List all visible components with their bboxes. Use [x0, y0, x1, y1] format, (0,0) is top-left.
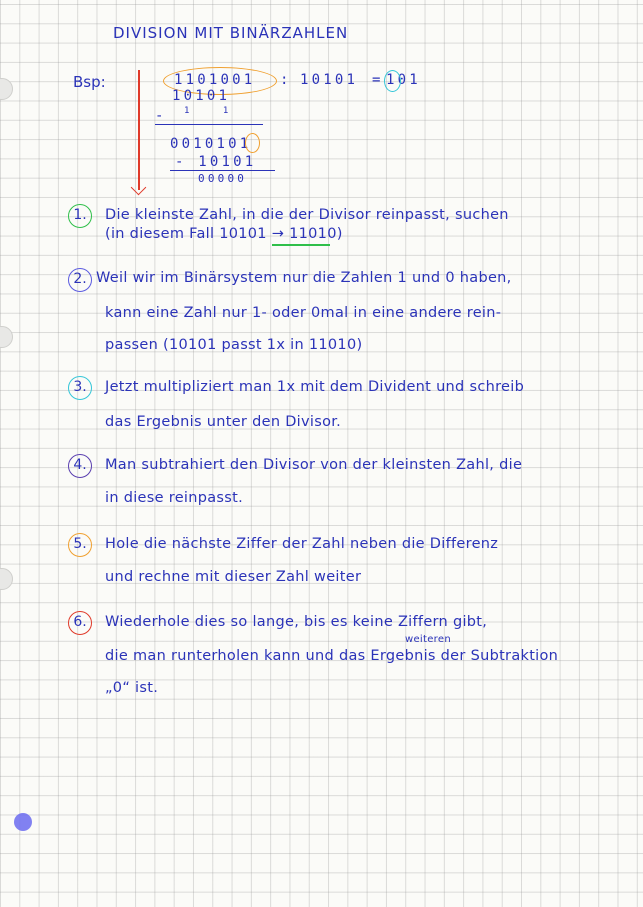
step-6-line-1: Wiederhole dies so lange, bis es keine Ziffern gibt, [105, 614, 488, 630]
step-6-line-3: „0“ ist. [105, 680, 159, 696]
step-number: 6. [73, 614, 87, 630]
green-underline [272, 244, 330, 246]
equals-sign: = [372, 72, 384, 88]
brought-down-digit-circle [245, 133, 260, 153]
red-arrow-line [138, 70, 140, 190]
step-5-line-2: und rechne mit dieser Zahl weiter [105, 569, 362, 585]
example-label: Bsp: [73, 73, 106, 91]
binder-hole [0, 78, 13, 100]
step-1-line-2: (in diesem Fall 10101 → 11010) [105, 226, 343, 242]
quotient: 101 [386, 72, 421, 88]
step-3-line-1: Jetzt multipliziert man 1x mit dem Divident und schreib [105, 379, 525, 395]
red-arrow-head [131, 180, 147, 196]
division-operator: : [280, 72, 292, 88]
first-subtrahend: 10101 [172, 88, 231, 104]
step-2-line-1: Weil wir im Binärsystem nur die Zahlen 1 und 0 haben, [96, 270, 512, 286]
divisor: 10101 [300, 72, 359, 88]
step-3-line-2: das Ergebnis unter den Divisor. [105, 414, 342, 430]
step-4-line-2: in diese reinpasst. [105, 490, 244, 506]
step-2-line-2: kann eine Zahl nur 1- oder 0mal in eine andere rein- [105, 305, 502, 321]
step-number: 5. [73, 536, 87, 552]
result-line [155, 124, 263, 125]
dividend: 1101001 [174, 72, 256, 88]
step-1-line-1: Die kleinste Zahl, in die der Divisor reinpasst, suchen [105, 207, 509, 223]
step-number: 2. [73, 271, 87, 287]
minus-sign: - [155, 108, 167, 124]
step-5-line-1: Hole die nächste Ziffer der Zahl neben die Differenz [105, 536, 499, 552]
binder-hole [0, 568, 13, 590]
step-number: 4. [73, 457, 87, 473]
binder-hole [0, 326, 13, 348]
step-2-line-3: passen (10101 passt 1x in 11010) [105, 337, 363, 353]
step-number: 3. [73, 379, 87, 395]
page-title: DIVISION MIT BINÄRZAHLEN [113, 24, 349, 42]
second-subtrahend: - 10101 [175, 154, 257, 170]
step-number: 1. [73, 207, 87, 223]
quotient-digit-circle [384, 70, 401, 92]
ink-dot [14, 813, 32, 831]
inserted-word: weiteren [405, 634, 451, 645]
carry-digits: 1 1 [184, 106, 243, 116]
step-4-line-1: Man subtrahiert den Divisor von der kleinsten Zahl, die [105, 457, 523, 473]
second-row: 0010101 [170, 136, 252, 152]
final-remainder: 00000 [198, 172, 248, 185]
step-6-line-2: die man runterholen kann und das Ergebnis der Subtraktion [105, 648, 559, 664]
